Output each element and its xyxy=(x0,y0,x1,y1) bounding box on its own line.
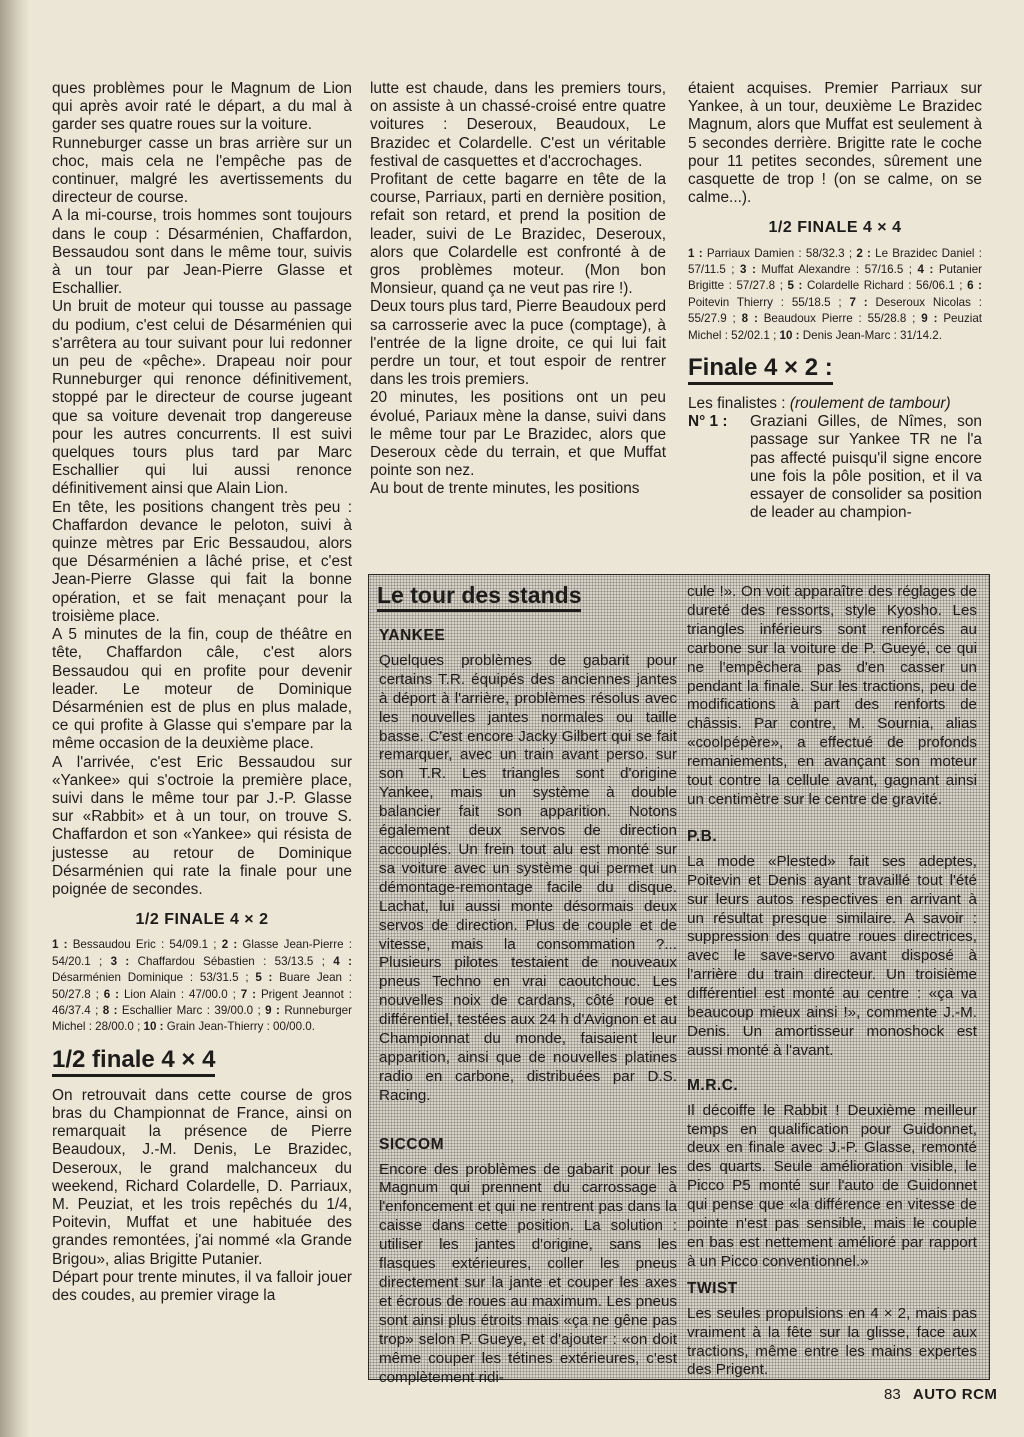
paragraph: 20 minutes, les positions ont un peu évolué, Pariaux mène la danse, suivi dans le même tour par Le Brazidec, alors que Deseroux cède du terrain, et que Muffat pointe son nez. xyxy=(370,389,666,480)
stand-text: Les seules propulsions en 4 × 2, mais pas vraiment à la fête sur la glisse, face aux tractions, même entre les mains expertes des Prigent. xyxy=(687,1304,977,1379)
page-binding-shadow xyxy=(0,0,30,1437)
stand-heading: M.R.C. xyxy=(687,1076,739,1094)
stand-text: Il décoiffe le Rabbit ! Deuxième meilleur temps en qualification pour Guidonnet, deux en finale avec J.-P. Glasse, remonté des quarts. Seule amélioration visible, le Picco P5 monté sur l'auto de Guidonnet qui pense que «la différence en vitesse de pointe n'est pas sensible, mais le couple en bas est nettement amélioré par rapport à un Picco conventionnel.» xyxy=(687,1101,977,1270)
stand-section-siccom xyxy=(379,1136,677,1388)
section-heading-final-4x2: Finale 4 × 2 : xyxy=(688,354,833,385)
results-list-4x4: 1 : Parriaux Damien : 58/32.3 ; 2 : Le Brazidec Daniel : 57/11.5 ; 3 : Muffat Alexandre : 57/16.5 ; 4 : Putanier Brigitte : 57/27.8 ; 5 : Colardelle Richard : 56/06.1 ; 6 : Poitevin Thierry : 55/18.5 ; 7 : Deseroux Nicolas : 55/27.9 ; 8 : Beaudoux Pierre : 55/28.8 ; 9 : Peuziat Michel : 52/02.1 ; 10 : Denis Jean-Marc : 31/14.2. xyxy=(688,246,983,342)
stand-heading: SICCOM xyxy=(379,1135,444,1153)
column-2 xyxy=(370,80,666,499)
finalist-description: Graziani Gilles, de Nîmes, son passage sur Yankee TR ne l'a pas affecté puisqu'il signe encore une fois la pôle position, et il va essayer de consolider sa position de leader au champion- xyxy=(750,413,982,522)
paragraph: Runneburger casse un bras arrière sur un choc, mais cela ne l'empêche pas de continuer, malgré les avertissements du directeur de course. xyxy=(52,134,352,207)
page-number: 83 xyxy=(884,1386,901,1403)
paragraph: étaient acquises. Premier Parriaux sur Yankee, à un tour, deuxième Le Brazidec Magnum, alors que Muffat est seulement à 5 secondes derrière. Brigitte rate le coche pour 11 petites secondes, sûrement une casquette de trop ! (on se calme, on se calme...). xyxy=(688,80,982,207)
paragraph: A la mi-course, trois hommes sont toujours dans le coup : Désarménien, Chaffardon, Bessaudou sont dans le même tour, suivis à un tour par Jean-Pierre Glasse et Eschallier. xyxy=(52,207,352,298)
page-footer xyxy=(884,1386,997,1403)
stand-text: La mode «Plested» fait ses adeptes, Poitevin et Denis ayant travaillé tout l'été sur leurs autos respectives en arrivant à un résultat presque similaire. A savoir : suppression des quatre roues directrices, avec le save-servo avant disposé à l'arrière du train directeur. Un troisième différentiel est monté au centre : «ça va beaucoup mieux ainsi !», commente J.-M. Denis. Un amortisseur monoshock est aussi monté à l'avant. xyxy=(687,852,977,1059)
stand-text: Quelques problèmes de gabarit pour certains T.R. équipés des anciennes jantes à déport à l'arrière, problèmes résolus avec les nouvelles jantes normales ou taille basse. C'est encore Jacky Gilbert qui se fait remarquer, avec un train avant perso. sur son T.R. Les triangles sont d'origine Yankee, mais un système à double balancier fait son apparition. Notons également deux servos de direction accouplés. Un frein tout alu est monté sur sa voiture avec un système qui permet un démontage-remontage facile du disque. Lachat, lui aussi monte désormais deux servos de direction. Plus de couple et de vitesse, mais la consommation ?... Plusieurs pilotes testaient de nouveaux pneus Techno en vrai caoutchouc. Les nouvelles noix de cardans, côté roue et différentiel, testées aux 24 h d'Avignon et au Championnat du monde, faisaient leur apparition, ainsi que de nouvelles platines radio en carbone, distribuées par D.S. Racing. xyxy=(379,651,677,1104)
column-3 xyxy=(688,80,982,522)
column-1 xyxy=(52,80,352,1305)
finalist-number: N° 1 : xyxy=(688,413,728,431)
paragraph: En tête, les positions changent très peu : Chaffardon devance le peloton, suivi à quinze mètres par Eric Bessaudou, alors que Désarménien a lâché prise, et c'est Jean-Pierre Glasse qui fait la bonne opération, et se fait menaçant pour la troisième place. xyxy=(52,498,352,625)
paragraph: A l'arrivée, c'est Eric Bessaudou sur «Yankee» qui s'octroie la première place, suivi dans le même tour par J.-P. Glasse sur «Rabbit» et à un tour, on trouve S. Chaffardon et son «Yankee» qui résista de justesse au retour de Dominique Désarménien qui rate la finale pour une poignée de secondes. xyxy=(52,753,352,898)
stand-text: cule !». On voit apparaître des réglages de dureté des ressorts, style Kyosho. Les triangles inférieurs sont renforcés au carbone sur la voiture de P. Gueyé, ce qui ne l'empêchera pas d'en casser un pendant la finale. Sur les tractions, peu de modifications à part des renforts de châssis. Par contre, M. Sournia, alias «coolpépère», a effectué de profonds remaniements, en avançant son moteur tout contre la cellule avant, gagnant ainsi un centimètre sur le centre de gravité. xyxy=(687,583,977,808)
results-list-4x2: 1 : Bessaudou Eric : 54/09.1 ; 2 : Glasse Jean-Pierre : 54/20.1 ; 3 : Chaffardou Sébastien : 53/13.5 ; 4 : Désarménien Dominique : 53/31.5 ; 5 : Buare Jean : 50/27.8 ; 6 : Lion Alain : 47/00.0 ; 7 : Prigent Jeannot : 46/37.4 ; 8 : Eschallier Marc : 39/00.0 ; 9 : Runneburger Michel : 28/00.0 ; 10 : Grain Jean-Thierry : 00/00.0. xyxy=(52,938,352,1034)
stand-section-twist xyxy=(687,1280,977,1381)
box-left-column xyxy=(379,627,677,1387)
stand-section-mrc xyxy=(687,1077,977,1272)
paragraph: Profitant de cette bagarre en tête de la course, Parriaux, parti en dernière position, refait son retard, et prend la position de leader, suivi de Le Brazidec, Deseroux, alors que Colardelle est confronté à de gros problèmes moteur. (Mon bon Monsieur, quand ça ne veut pas rire !). xyxy=(370,171,666,298)
paragraph: A 5 minutes de la fin, coup de théâtre en tête, Chaffardon câle, c'est alors Bessaudou qui en profite pour devenir leader. Le moteur de Dominique Désarménien est de plus en plus malade, ce qui profite à Glasse qui s'empare par la même occasion de la deuxième place. xyxy=(52,626,352,753)
stand-heading: P.B. xyxy=(687,827,718,845)
magazine-name: AUTO RCM xyxy=(912,1386,998,1403)
col1-paragraphs xyxy=(52,80,352,899)
box-title: Le tour des stands xyxy=(377,581,581,612)
stand-heading: TWIST xyxy=(687,1279,738,1297)
results-title-4x4: 1/2 FINALE 4 × 4 xyxy=(768,219,902,237)
paragraph: On retrouvait dans cette course de gros bras du Championnat de France, ainsi on remarquait la présence de Pierre Beaudoux, J.-M. Denis, Le Brazidec, Deseroux, le grand malchanceux du weekend, Richard Colardelle, D. Parriaux, M. Peuziat, et les trois repêchés du 1/4, Poitevin, Muffat et une habituée des grandes remontées, j'ai nommé «la Grande Brigou», alias Brigitte Putanier. xyxy=(52,1086,352,1268)
results-title-4x2: 1/2 FINALE 4 × 2 xyxy=(135,911,269,929)
section-heading-half-final-4x4: 1/2 finale 4 × 4 xyxy=(52,1046,215,1077)
paragraph: lutte est chaude, dans les premiers tours, on assiste à un chassé-croisé entre quatre voitures : Deseroux, Beaudoux, Le Brazidec et Colardelle. C'est un véritable festival de casquettes et d'accrochages. xyxy=(370,80,666,170)
paragraph: Un bruit de moteur qui tousse au passage du podium, c'est celui de Désarménien qui s'arrêtera au tour suivant pour lui redonner un peu de «pêche». Drapeau noir pour Runneburger qui renonce définitivement, stoppé par le directeur de course jugeant que sa voiture devenait trop dangereuse pour les autres concurrents. Il est suivi quelques tours plus tard par Marc Eschallier qui lui aussi renonce définitivement ainsi que Alain Lion. xyxy=(52,298,352,498)
stand-heading: YANKEE xyxy=(379,627,446,644)
stand-text: Encore des problèmes de gabarit pour les Magnum qui prennent du carrossage à l'enfoncement et qui ne rentrent pas dans la caisse dans cette position. La solution : utiliser les jantes d'origine, sans les flasques extérieures, coller les pneus directement sur la jante et couper les axes et écrous de roues au maximum. Les pneus sont ainsi plus étroits mais «ça ne gêne pas trop» selon P. Gueye, et d'ajouter : «on doit même couper les tétines extérieures, c'est complètement ridi- xyxy=(379,1160,677,1386)
tour-des-stands-box xyxy=(368,574,990,1386)
box-right-column xyxy=(687,583,977,1380)
stand-section-continued xyxy=(687,583,977,810)
paragraph: Deux tours plus tard, Pierre Beaudoux perd sa carrosserie avec la puce (comptage), à l'entrée de la ligne droite, ce qui lui fait perdre un tour, et tout espoir de rentrer dans les trois premiers. xyxy=(370,298,667,389)
finalist-1-entry xyxy=(688,413,982,522)
stand-section-pb xyxy=(687,828,977,1061)
paragraph: ques problèmes pour le Magnum de Lion qui après avoir raté le départ, a du mal à garder ses quatre roues sur la voiture. xyxy=(52,80,352,134)
finalistes-line: Les finalistes : (roulement de tambour) xyxy=(688,395,951,413)
paragraph: Départ pour trente minutes, il va falloir jouer des coudes, au premier virage la xyxy=(52,1268,352,1305)
paragraph: Au bout de trente minutes, les positions xyxy=(370,480,640,498)
stand-section-yankee xyxy=(379,627,677,1106)
